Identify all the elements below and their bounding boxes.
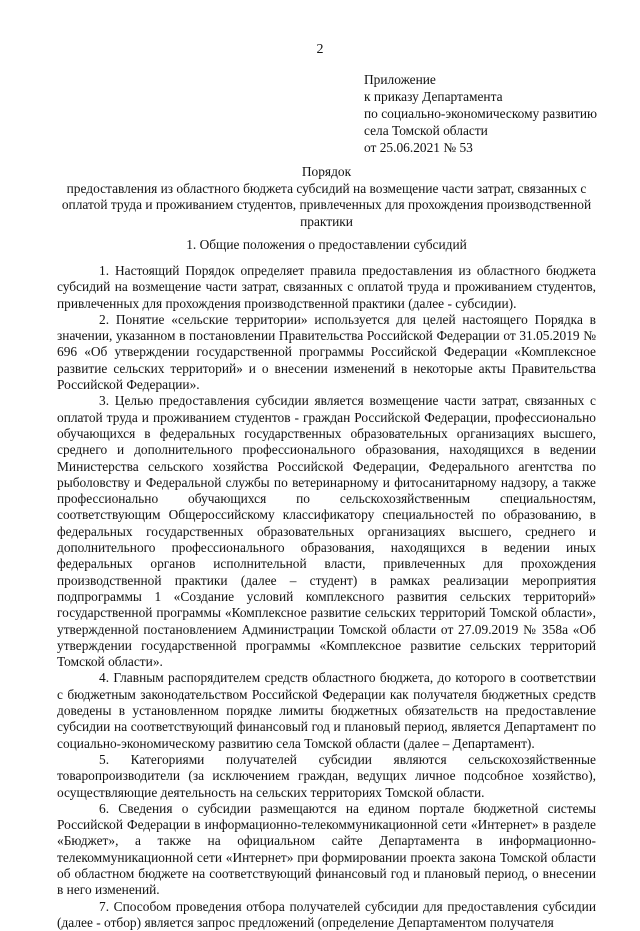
- page-number: 2: [316, 42, 324, 57]
- document-title: [50, 164, 603, 230]
- appendix-line: по социально-экономическому развитию: [364, 106, 598, 121]
- paragraph-3: 3. Целью предоставления субсидии является возмещение части затрат, связанных с оплатой труда и проживанием студентов - граждан Российской Федерации, профессионально обучающихся в федеральных государственных образовательных организациях высшего, среднего и дополнительного профессионального образования, находящихся в ведении Министерства сельского хозяйства Российской Федерации, Федерального агентства по рыболовству и Федеральной службы по ветеринарному и фитосанитарному надзору, а также профессионально обучающихся по сельскохозяйственным специальностям, соответствующим Общероссийскому классификатору специальностей по образованию, в федеральных государственных образовательных организациях высшего, среднего и дополнительного профессионального образования, находящихся в ведении иных федеральных органов исполнительной власти, привлеченных для прохождения производственной практики (далее – студент) в рамках реализации мероприятия подпрограммы 1 «Создание условий комплексного развития сельских территорий» государственной программы «Комплексное развитие сельских территорий Томской области», утвержденной постановлением Администрации Томской области от 27.09.2019 № 358а «Об утверждении государственной программы «Комплексное развитие сельских территорий Томской области».: [57, 393, 596, 670]
- appendix-date-line: от 25.06.2021 № 53: [364, 140, 473, 155]
- paragraph-1: 1. Настоящий Порядок определяет правила предоставления из областного бюджета субсидий на возмещение части затрат, связанных с оплатой труда и проживанием студентов, привлеченных для прохождения производственной практики (далее - субсидии).: [57, 263, 596, 311]
- paragraph-5: 5. Категориями получателей субсидии являются сельскохозяйственные товаропроизводители (за исключением граждан, ведущих личное подсобное хозяйство), осуществляющие деятельность на сельских территориях Томской области.: [57, 751, 596, 800]
- title-subtitle: предоставления из областного бюджета субсидий на возмещение части затрат, связанных с оплатой труда и проживанием студентов, привлеченных для прохождения производственной практики: [61, 180, 592, 229]
- document-body: [57, 263, 596, 931]
- paragraph-4: 4. Главным распорядителем средств областного бюджета, до которого в соответствии с бюджетным законодательством Российской Федерации как получателя бюджетных средств доведены в установленном порядке лимиты бюджетных обязательств на предоставление субсидии на соответствующий финансовый год и плановый период, является Департамент по социально-экономическому развитию села Томской области (далее – Департамент).: [57, 670, 596, 751]
- section-heading: 1. Общие положения о предоставлении субсидий: [186, 237, 467, 252]
- paragraph-2: 2. Понятие «сельские территории» используется для целей настоящего Порядка в значении, указанном в постановлении Правительства Российской Федерации от 31.05.2019 № 696 «Об утверждении государственной программы Российской Федерации «Комплексное развитие сельских территорий» и о внесении изменений в некоторые акты Правительства Российской Федерации».: [57, 311, 596, 393]
- appendix-line: к приказу Департамента: [364, 89, 503, 104]
- paragraph-7: 7. Способом проведения отбора получателей субсидии для предоставления субсидии (далее - отбор) является запрос предложений (определение Департаментом получателя: [57, 898, 596, 930]
- appendix-block: [364, 71, 624, 156]
- paragraph-6: 6. Сведения о субсидии размещаются на едином портале бюджетной системы Российской Федерации в информационно-телекоммуникационной сети «Интернет» в разделе «Бюджет», а также на официальном сайте Департамента в информационно-телекоммуникационной сети «Интернет» при формировании проекта закона Томской области об областном бюджете на соответствующий финансовый год и плановый период, о внесении в него изменений.: [57, 800, 596, 898]
- appendix-line: села Томской области: [364, 123, 488, 138]
- appendix-line: Приложение: [364, 72, 436, 87]
- title-heading: Порядок: [301, 164, 352, 179]
